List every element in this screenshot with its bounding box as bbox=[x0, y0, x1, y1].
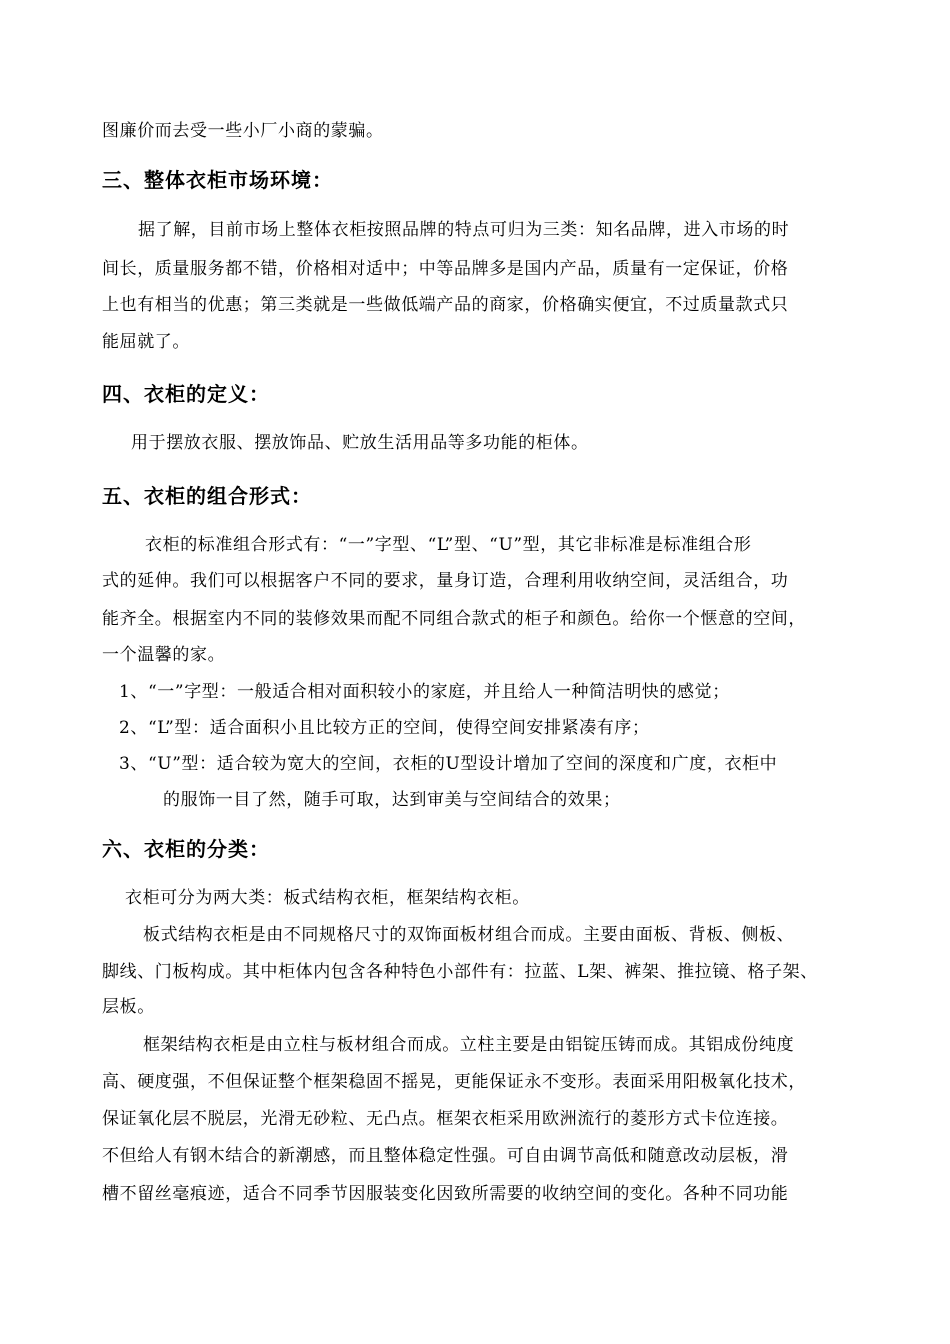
section-5-heading: 五、衣柜的组合形式： bbox=[102, 484, 312, 508]
section-6-paragraph-line: 框架结构衣柜是由立柱与板材组合而成。立柱主要是由铝锭压铸而成。其铝成份纯度 bbox=[143, 1035, 795, 1055]
section-3-paragraph-line: 据了解，目前市场上整体衣柜按照品牌的特点可归为三类：知名品牌，进入市场的时 bbox=[138, 220, 790, 240]
section-3-heading: 三、整体衣柜市场环境： bbox=[102, 168, 333, 192]
section-5-paragraph-line: 式的延伸。我们可以根据客户不同的要求，量身订造，合理利用收纳空间，灵活组合，功 bbox=[102, 571, 789, 591]
section-6-heading: 六、衣柜的分类： bbox=[102, 837, 270, 861]
section-5-paragraph-line: 能齐全。根据室内不同的装修效果而配不同组合款式的柜子和颜色。给你一个惬意的空间， bbox=[102, 609, 806, 629]
section-6-paragraph: 衣柜可分为两大类：板式结构衣柜，框架结构衣柜。 bbox=[125, 888, 530, 908]
section-6-paragraph-line: 板式结构衣柜是由不同规格尺寸的双饰面板材组合而成。主要由面板、背板、侧板、 bbox=[143, 925, 795, 945]
section-3-paragraph-line: 能屈就了。 bbox=[102, 332, 190, 352]
section-6-paragraph-line: 保证氧化层不脱层，光滑无砂粒、无凸点。框架衣柜采用欧洲流行的菱形方式卡位连接。 bbox=[102, 1109, 789, 1129]
intro-tail-line: 图廉价而去受一些小厂小商的蒙骗。 bbox=[102, 121, 384, 141]
section-3-paragraph-line: 上也有相当的优惠；第三类就是一些做低端产品的商家，价格确实便宜，不过质量款式只 bbox=[102, 295, 789, 315]
section-6-paragraph-line: 不但给人有钢木结合的新潮感，而且整体稳定性强。可自由调节高低和随意改动层板，滑 bbox=[102, 1146, 789, 1166]
section-4-paragraph: 用于摆放衣服、摆放饰品、贮放生活用品等多功能的柜体。 bbox=[131, 433, 589, 453]
section-5-paragraph-line: 衣柜的标准组合形式有：“一”字型、“L”型、“U”型，其它非标准是标准组合形 bbox=[145, 535, 752, 555]
section-5-paragraph-line: 一个温馨的家。 bbox=[102, 645, 226, 665]
section-4-heading: 四、衣柜的定义： bbox=[102, 382, 270, 406]
section-6-paragraph-line: 槽不留丝毫痕迹，适合不同季节因服装变化因致所需要的收纳空间的变化。各种不同功能 bbox=[102, 1184, 789, 1204]
section-3-paragraph-line: 间长，质量服务都不错，价格相对适中；中等品牌多是国内产品，质量有一定保证，价格 bbox=[102, 259, 789, 279]
section-6-paragraph-line: 高、硬度强，不但保证整个框架稳固不摇晃，更能保证永不变形。表面采用阳极氧化技术， bbox=[102, 1072, 806, 1092]
section-5-list-item: 3、“U”型：适合较为宽大的空间，衣柜的U型设计增加了空间的深度和广度，衣柜中 bbox=[119, 754, 778, 774]
section-5-list-item: 2、“L”型：适合面积小且比较方正的空间，使得空间安排紧凑有序； bbox=[119, 718, 650, 738]
section-6-paragraph-line: 脚线、门板构成。其中柜体内包含各种特色小部件有：拉蓝、L架、裤架、推拉镜、格子架、 bbox=[102, 962, 818, 982]
section-5-list-item-continuation: 的服饰一目了然，随手可取，达到审美与空间结合的效果； bbox=[163, 790, 621, 810]
section-5-list-item: 1、“一”字型：一般适合相对面积较小的家庭，并且给人一种简洁明快的感觉； bbox=[119, 682, 730, 702]
section-6-paragraph-line: 层板。 bbox=[102, 997, 155, 1017]
